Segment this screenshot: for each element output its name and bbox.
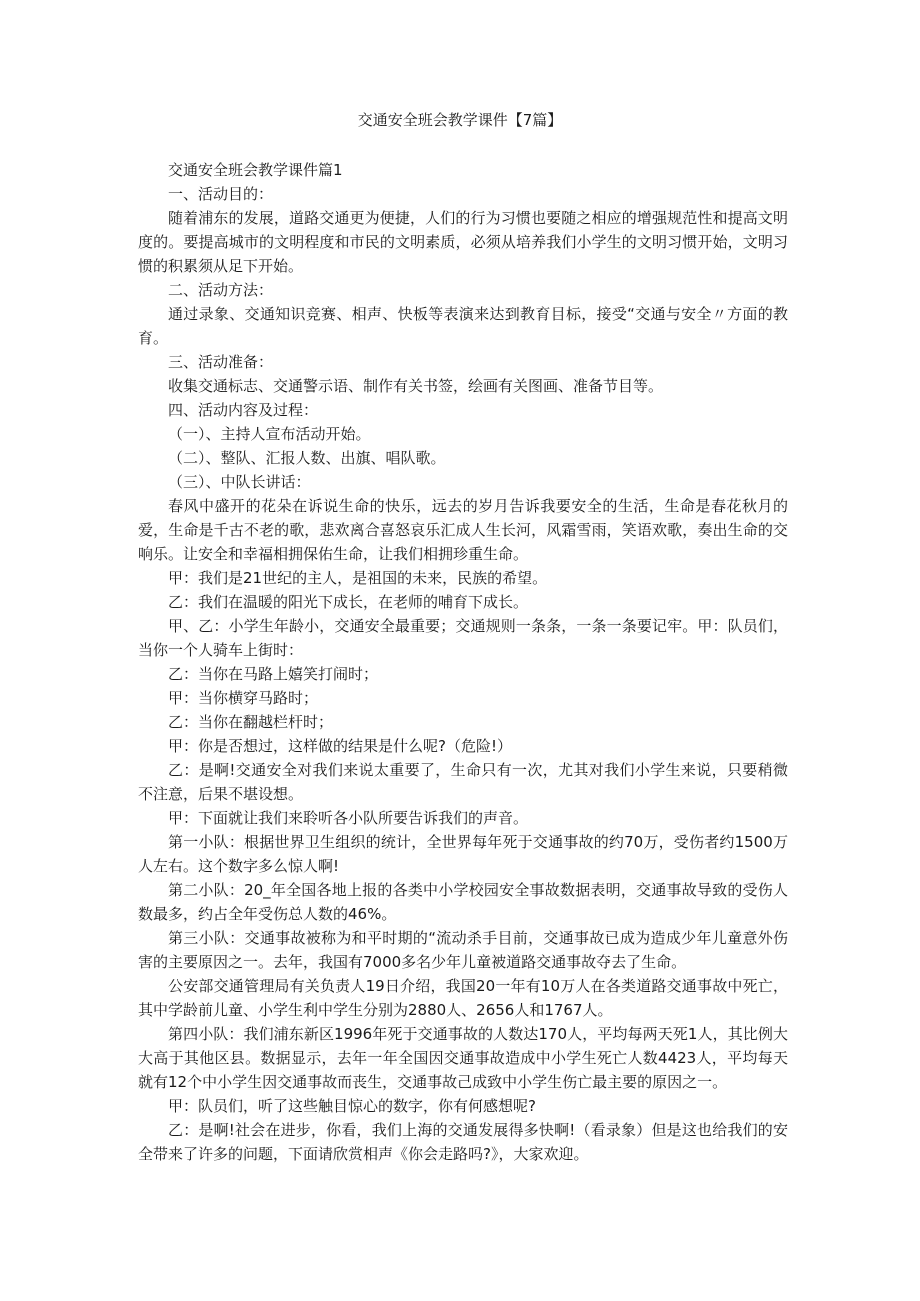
paragraph: 第二小队：20_年全国各地上报的各类中小学校园安全事故数据表明，交通事故导致的受伤人数最多，约占全年受伤总人数的46%。 [138, 881, 788, 923]
subheading: 一、活动目的： [168, 185, 274, 203]
list-item: （三）、中队长讲话： [168, 473, 311, 491]
dialogue-line: 乙：当你在翻越栏杆时； [168, 713, 334, 731]
document-body [138, 158, 788, 1166]
dialogue-line: 乙：我们在温暖的阳光下成长，在老师的哺育下成长。 [168, 593, 529, 611]
paragraph: 第四小队：我们浦东新区1996年死于交通事故的人数达170人，平均每两天死1人，其比例大大高于其他区县。数据显示，去年一年全国因交通事故造成中小学生死亡人数4423人，平均每天就有12个中小学生因交通事故而丧生，交通事故己成致中小学生伤亡最主要的原因之一。 [138, 1025, 788, 1091]
subheading: 四、活动内容及过程： [168, 401, 319, 419]
list-item: （一）、主持人宣布活动开始。 [168, 425, 371, 443]
paragraph: 随着浦东的发展，道路交通更为便捷，人们的行为习惯也要随之相应的增强规范性和提高文明度的。要提高城市的文明程度和市民的文明素质，必须从培养我们小学生的文明习惯开始，文明习惯的积累须从足下开始。 [138, 209, 788, 275]
dialogue-line: 乙：是啊!社会在进步，你看，我们上海的交通发展得多快啊!（看录象）但是这也给我们的安全带来了许多的问题，下面请欣赏相声《你会走路吗?》，大家欢迎。 [138, 1121, 788, 1163]
paragraph: 通过录象、交通知识竞赛、相声、快板等表演来达到教育目标，接受“交通与安全〃方面的教育。 [138, 305, 788, 347]
dialogue-line: 甲、乙：小学生年龄小，交通安全最重要；交通规则一条条，一条一条要记牢。甲：队员们，当你一个人骑车上街时： [138, 617, 788, 659]
paragraph: 第三小队：交通事故被称为和平时期的“流动杀手目前，交通事故已成为造成少年儿童意外伤害的主要原因之一。去年，我国有7000多名少年儿童被道路交通事故夺去了生命。 [138, 929, 788, 971]
paragraph: 公安部交通管理局有关负责人19日介绍，我国20一年有10万人在各类道路交通事故中死亡，其中学龄前儿童、小学生利中学生分别为2880人、2656人和1767人。 [138, 977, 788, 1019]
dialogue-line: 甲：你是否想过，这样做的结果是什么呢?（危险!） [168, 737, 512, 755]
dialogue-line: 乙：当你在马路上嬉笑打闹时； [168, 665, 379, 683]
subheading: 二、活动方法： [168, 281, 274, 299]
list-item: （二）、整队、汇报人数、出旗、唱队歌。 [168, 449, 446, 467]
dialogue-line: 甲：我们是21世纪的主人，是祖国的未来，民族的希望。 [168, 569, 548, 587]
paragraph: 收集交通标志、交通警示语、制作有关书签，绘画有关图画、准备节目等。 [168, 377, 664, 395]
subheading: 三、活动准备： [168, 353, 274, 371]
dialogue-line: 乙：是啊!交通安全对我们来说太重要了，生命只有一次，尤其对我们小学生来说，只要稍微不注意，后果不堪设想。 [138, 761, 788, 803]
dialogue-line: 甲：当你横穿马路时； [168, 689, 319, 707]
dialogue-line: 甲：下面就让我们来聆听各小队所要告诉我们的声音。 [168, 809, 529, 827]
dialogue-line: 甲：队员们，听了这些触目惊心的数字，你有何感想呢? [168, 1097, 536, 1115]
document-title: 交通安全班会教学课件【7篇】 [357, 111, 563, 129]
paragraph: 第一小队：根据世界卫生组织的统计，全世界每年死于交通事故的约70万，受伤者约1500万人左右。这个数字多么惊人啊! [138, 833, 788, 875]
paragraph: 春风中盛开的花朵在诉说生命的快乐，远去的岁月告诉我要安全的生活，生命是春花秋月的爱，生命是千古不老的歌，悲欢离合喜怒哀乐汇成人生长河，风霜雪雨，笑语欢歌，奏出生命的交响乐。让安全和幸福相拥保佑生命，让我们相拥珍重生命。 [138, 497, 788, 563]
section-heading: 交通安全班会教学课件篇1 [168, 161, 343, 179]
